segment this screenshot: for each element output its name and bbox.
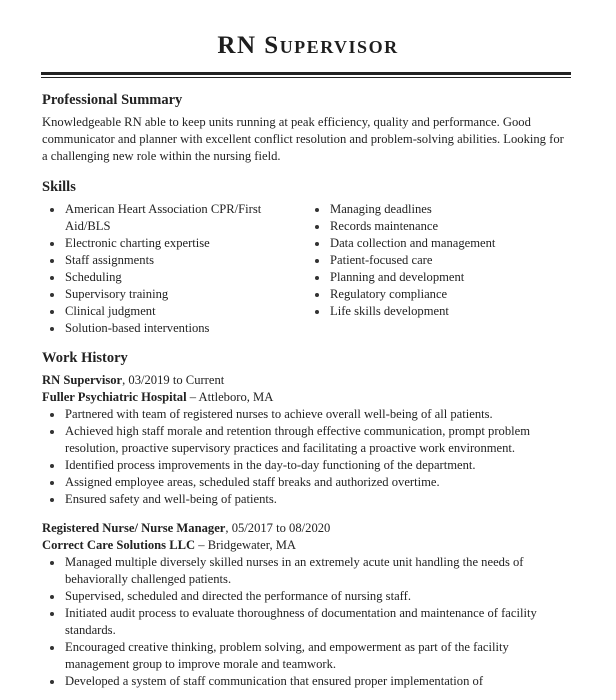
job-bullet: Ensured safety and well-being of patients. [42, 491, 572, 508]
skill-item: Clinical judgment [42, 303, 307, 320]
job-entry [42, 372, 572, 508]
job-dates: , 03/2019 to Current [122, 373, 225, 387]
skill-item: Regulatory compliance [307, 286, 567, 303]
job-bullets [42, 406, 572, 508]
job-bullet: Achieved high staff morale and retention through effective communication, prompt problem resolution, proactive supervisory practices and facilitating a proactive work environment. [42, 423, 572, 457]
job-bullet: Identified process improvements in the day-to-day functioning of the department. [42, 457, 572, 474]
company-location: – Bridgewater, MA [195, 538, 297, 552]
skill-item: Scheduling [42, 269, 307, 286]
job-bullet: Initiated audit process to evaluate thoroughness of documentation and maintenance of facility standards. [42, 605, 572, 639]
work-heading: Work History [42, 350, 128, 366]
skill-item: Electronic charting expertise [42, 235, 307, 252]
company-line [42, 389, 572, 406]
skills-heading: Skills [42, 179, 76, 195]
skill-item: Life skills development [307, 303, 567, 320]
job-bullet: Managed multiple diversely skilled nurses in an extremely acute unit handling the needs of behaviorally challenged patients. [42, 554, 572, 588]
company-name: Correct Care Solutions LLC [42, 538, 196, 552]
work-section [42, 350, 572, 690]
skill-item: Data collection and management [307, 235, 567, 252]
job-bullet: Supervised, scheduled and directed the performance of nursing staff. [42, 588, 572, 605]
summary-heading: Professional Summary [42, 92, 183, 108]
skill-item: Staff assignments [42, 252, 307, 269]
skill-item: Supervisory training [42, 286, 307, 303]
job-bullets [42, 554, 572, 690]
job-title-line [42, 520, 572, 537]
name-first: RN S [217, 32, 280, 59]
summary-text: Knowledgeable RN able to keep units running at peak efficiency, quality and performance. Good communicator and planner with excellent conflict resolution and problem-solving abilities. Looking for a challenging new role within the nursing field. [42, 115, 564, 163]
header-rule-thick [41, 72, 571, 75]
skill-item: Solution-based interventions [42, 320, 307, 337]
summary-section [42, 92, 572, 165]
skill-item: Planning and development [307, 269, 567, 286]
job-title-line [42, 372, 572, 389]
skills-section [42, 179, 572, 337]
skill-item: American Heart Association CPR/First Aid/BLS [42, 201, 307, 235]
skill-item: Records maintenance [307, 218, 567, 235]
skills-list-left [42, 201, 307, 337]
skills-columns [42, 201, 572, 337]
company-line [42, 537, 572, 554]
job-dates: , 05/2017 to 08/2020 [225, 521, 331, 535]
skill-item: Managing deadlines [307, 201, 567, 218]
job-bullet: Partnered with team of registered nurses to achieve overall well-being of all patients. [42, 406, 572, 423]
name-rest: UPERVISOR [279, 37, 399, 57]
job-bullet: Developed a system of staff communication that ensured proper implementation of [42, 673, 572, 690]
company-location: – Attleboro, MA [186, 390, 274, 404]
skills-list-right [307, 201, 567, 337]
job-bullet: Encouraged creative thinking, problem solving, and empowerment as part of the facility management group to improve morale and teamwork. [42, 639, 572, 673]
job-entry [42, 520, 572, 690]
skill-item: Patient-focused care [307, 252, 567, 269]
job-title: Registered Nurse/ Nurse Manager [42, 521, 226, 535]
job-title: RN Supervisor [42, 373, 123, 387]
header-rule-thin [41, 77, 571, 78]
company-name: Fuller Psychiatric Hospital [42, 390, 187, 404]
job-bullet: Assigned employee areas, scheduled staff breaks and authorized overtime. [42, 474, 572, 491]
resume-name [0, 32, 616, 60]
